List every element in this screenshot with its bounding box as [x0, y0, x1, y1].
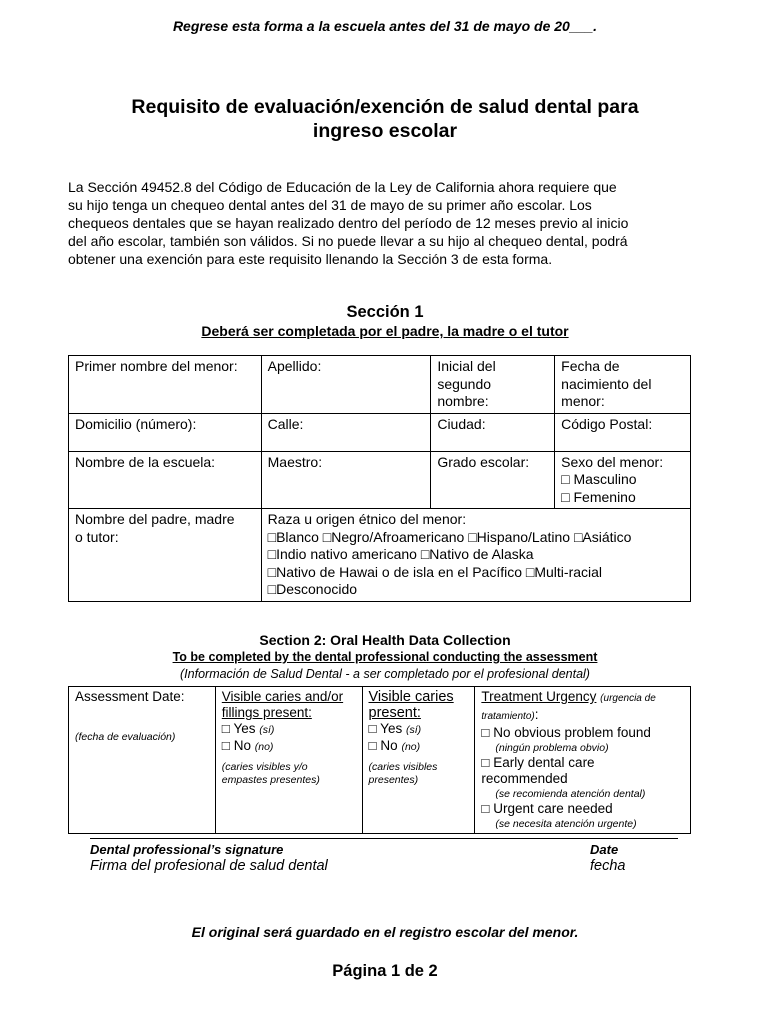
assessment-date-label-es: (fecha de evaluación) [75, 731, 176, 743]
section1-title: Sección 1 [346, 303, 424, 321]
return-instruction: Regrese esta forma a la escuela antes del 31 de mayo de 20___. [172, 18, 598, 34]
intro-paragraph [68, 178, 688, 268]
intro-line: La Sección 49452.8 del Código de Educación de la Ley de California ahora requiere que [68, 179, 617, 195]
sex-label: Sexo del menor: [561, 453, 664, 470]
page-title [0, 95, 770, 143]
ethnicity-options[interactable]: □Desconocido [267, 581, 358, 597]
ethnicity-options[interactable]: □Blanco □Negro/Afroamericano □Hispano/Latino □Asiático [267, 528, 632, 545]
section1-subtitle: Deberá ser completada por el padre, la madre o el tutor [201, 323, 569, 339]
date-label-es: fecha [590, 858, 626, 874]
assessment-date-label: Assessment Date: [75, 689, 185, 704]
parent-name-field[interactable]: Nombre del padre, madre o tutor: [69, 509, 262, 602]
section2-table [68, 686, 691, 834]
urgency-early-checkbox[interactable]: □ Early dental care recommended [481, 755, 595, 786]
last-name-field[interactable]: Apellido: [261, 356, 431, 414]
intro-line: su hijo tenga un chequeo dental antes del 31 de mayo de su primer año escolar. Los [68, 197, 592, 213]
intro-line: obtener una exención para este requisito llenando la Sección 3 de esta forma. [68, 251, 553, 267]
section1-table [68, 355, 691, 602]
urgency-urgent-checkbox[interactable]: □ Urgent care needed [481, 801, 613, 816]
ethnicity-field [261, 509, 690, 602]
title-line-1: Requisito de evaluación/exención de salud dental para [131, 96, 639, 118]
urgency-none-checkbox[interactable]: □ No obvious problem found [481, 725, 651, 740]
intro-line: chequeos dentales que se hayan realizado dentro del período de 12 meses previo al inicio [68, 215, 629, 231]
visible-caries-cell: Visible caries present: □ Yes (sí) □ No (no) (caries visibles presentes) [362, 687, 475, 834]
sex-field [555, 451, 691, 509]
signature-label: Dental professional’s signature [90, 842, 284, 857]
city-field[interactable]: Ciudad: [431, 413, 555, 451]
middle-initial-field[interactable]: Inicial del segundo nombre: [431, 356, 555, 414]
caries-fillings-no-checkbox[interactable]: □ No (no) [221, 738, 274, 753]
ethnicity-label: Raza u origen étnico del menor: [267, 511, 467, 527]
address-number-field[interactable]: Domicilio (número): [69, 413, 262, 451]
zip-field[interactable]: Código Postal: [555, 413, 691, 451]
treatment-urgency-cell: Treatment Urgency (urgencia de tratamiento): □ No obvious problem found (ningún problema obvio) □ Early dental care recommended (se recomienda atención dental) □ Urgent care needed (se necesita atención urgente) [475, 687, 691, 834]
section2-subtitle-es: (Información de Salud Dental - a ser completado por el profesional dental) [180, 667, 590, 681]
footer-note: El original será guardado en el registro escolar del menor. [191, 924, 579, 940]
page-number: Página 1 de 2 [332, 962, 438, 980]
intro-line: del año escolar, también son válidos. Si no puede llevar a su hijo al chequeo dental, podrá [68, 233, 628, 249]
signature-label-es: Firma del profesional de salud dental [90, 858, 328, 874]
caries-fillings-yes-checkbox[interactable]: □ Yes (sí) [221, 721, 275, 736]
assessment-date-field[interactable] [69, 687, 216, 834]
street-field[interactable]: Calle: [261, 413, 431, 451]
birth-date-field[interactable]: Fecha de nacimiento del menor: [555, 356, 691, 414]
caries-fillings-cell: Visible caries and/or fillings present: □ Yes (sí) □ No (no) (caries visibles y/o empastes presentes) [215, 687, 362, 834]
teacher-field[interactable]: Maestro: [261, 451, 431, 509]
sex-female-checkbox[interactable]: □ Femenino [561, 488, 636, 505]
title-line-2: ingreso escolar [312, 120, 458, 142]
sex-male-checkbox[interactable]: □ Masculino [561, 471, 637, 487]
date-label: Date [590, 842, 619, 857]
ethnicity-options[interactable]: □Nativo de Hawai o de isla en el Pacífico □Multi-racial [267, 563, 603, 580]
signature-line[interactable] [90, 838, 678, 839]
grade-field[interactable]: Grado escolar: [431, 451, 555, 509]
visible-caries-yes-checkbox[interactable]: □ Yes (sí) [368, 721, 422, 736]
section2-title: Section 2: Oral Health Data Collection [259, 632, 511, 648]
first-name-field[interactable]: Primer nombre del menor: [69, 356, 262, 414]
visible-caries-no-checkbox[interactable]: □ No (no) [368, 738, 421, 753]
section2-subtitle: To be completed by the dental professional conducting the assessment [172, 650, 598, 664]
school-name-field[interactable]: Nombre de la escuela: [69, 451, 262, 509]
ethnicity-options[interactable]: □Indio nativo americano □Nativo de Alaska [267, 546, 534, 562]
